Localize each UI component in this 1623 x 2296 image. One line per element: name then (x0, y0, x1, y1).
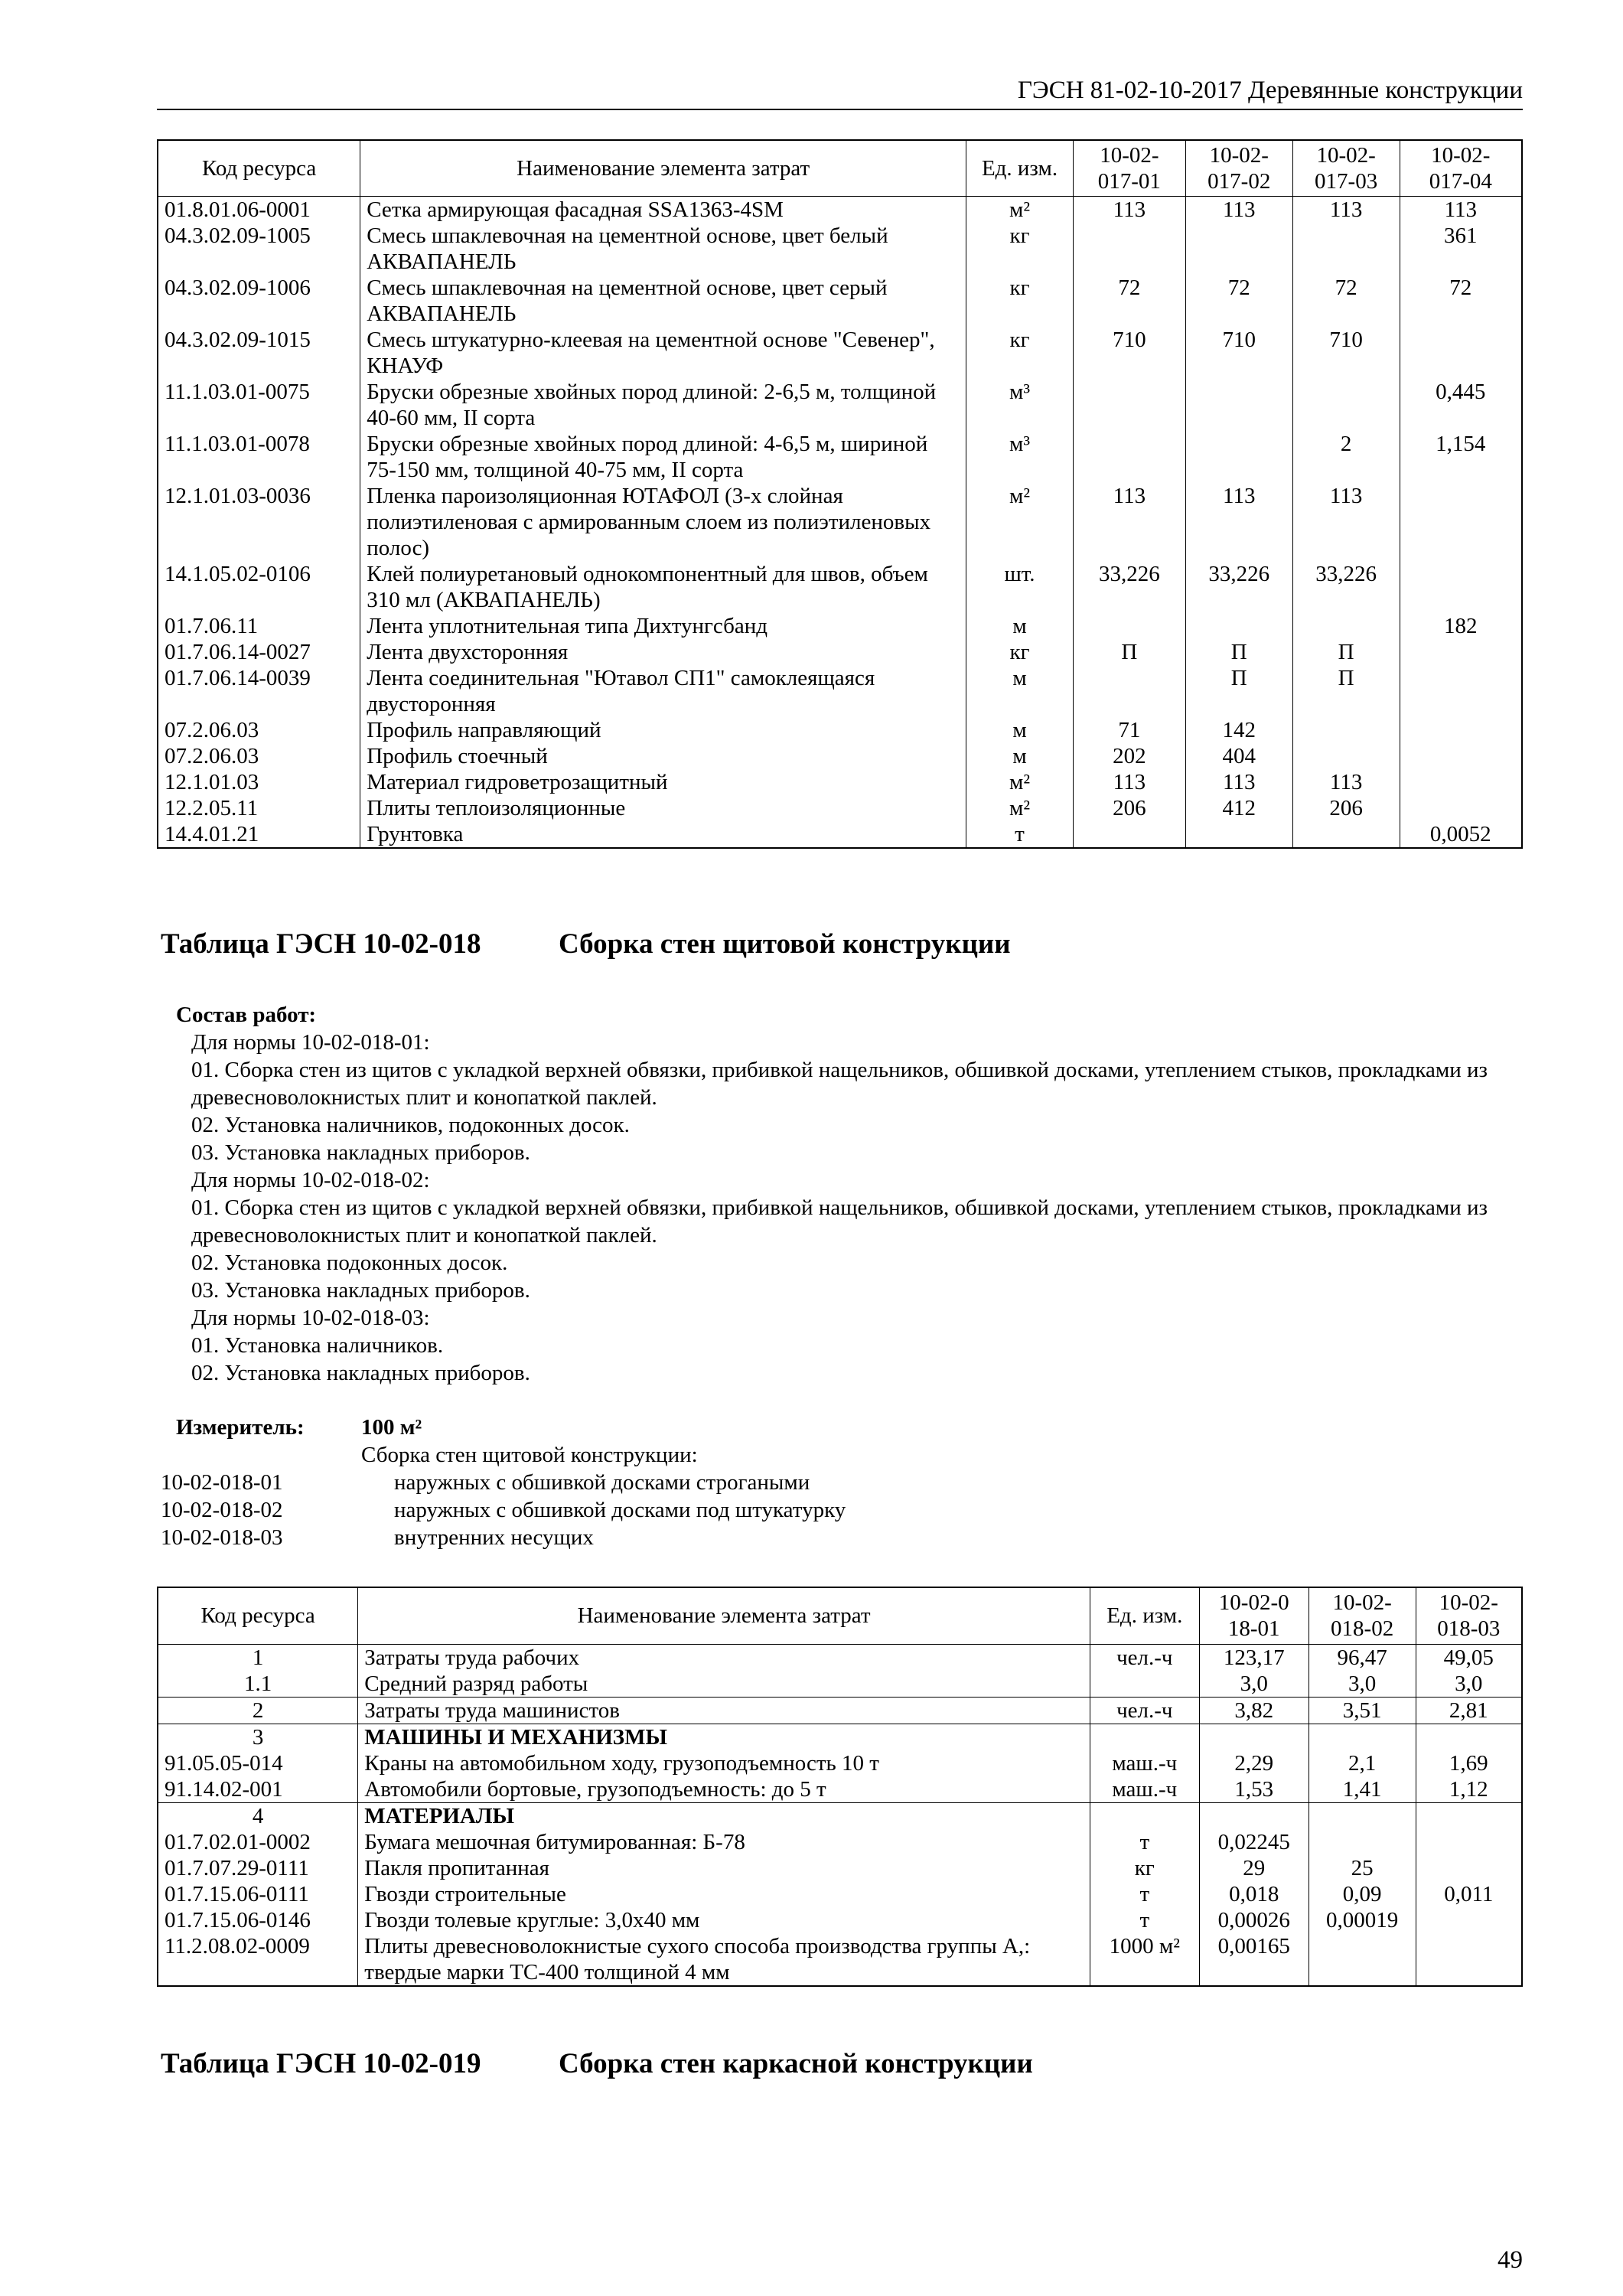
resource-name: Смесь шпаклевочная на цементной основе, цвет серый АКВАПАНЕЛЬ (360, 275, 966, 327)
norm-value-2: 2,1 (1309, 1750, 1416, 1776)
resource-code: 01.8.01.06-0001 (158, 197, 360, 223)
norm-value-1: 3,0 (1199, 1671, 1309, 1698)
norm-value-1 (1073, 223, 1185, 275)
composition-line: 01. Сборка стен из щитов с укладкой верхней обвязки, прибивкой нащельников, обшивкой досками, утеплением стыков, прокладками из древесноволокнистых плит и конопаткой паклей. (191, 1058, 1488, 1110)
table-row (158, 1671, 1522, 1698)
resource-name: Затраты труда рабочих (358, 1644, 1090, 1671)
norm-value-3 (1416, 1907, 1522, 1933)
table-row (158, 613, 1522, 639)
norm-value-2: 0,09 (1309, 1881, 1416, 1907)
composition-line: Для нормы 10-02-018-01: (191, 1030, 430, 1055)
resource-name: Гвозди строительные (358, 1881, 1090, 1907)
table-row (158, 1724, 1522, 1750)
table-row (158, 431, 1522, 483)
resource-code: 11.1.03.01-0075 (158, 379, 360, 431)
norm-value-4 (1400, 769, 1522, 795)
norm-value-4 (1400, 743, 1522, 769)
table-row (158, 1881, 1522, 1907)
norm-value-1 (1199, 1802, 1309, 1829)
resource-name: Лента соединительная "Ютавол СП1" самоклеящаяся двусторонняя (360, 665, 966, 717)
resource-unit: т (1090, 1881, 1199, 1907)
resource-unit: м² (966, 483, 1074, 561)
norm-value-2: 404 (1185, 743, 1292, 769)
resource-code: 07.2.06.03 (158, 743, 360, 769)
resource-unit: м² (966, 769, 1074, 795)
resource-unit (1090, 1671, 1199, 1698)
norm-value-1: 2,29 (1199, 1750, 1309, 1776)
resource-code: 4 (158, 1802, 358, 1829)
table-row (158, 1644, 1522, 1671)
composition-line: Для нормы 10-02-018-03: (191, 1306, 430, 1330)
resource-code: 01.7.07.29-0111 (158, 1855, 358, 1881)
resource-code: 01.7.15.06-0111 (158, 1881, 358, 1907)
resource-name: Лента двухсторонняя (360, 639, 966, 665)
resource-unit: кг (966, 327, 1074, 379)
norm-value-3: 72 (1292, 275, 1400, 327)
composition-line: 02. Установка наличников, подоконных досок. (191, 1113, 630, 1137)
composition-line: Для нормы 10-02-018-02: (191, 1168, 430, 1192)
section-title-019 (161, 2047, 1523, 2081)
table-row (158, 665, 1522, 717)
resource-code: 11.2.08.02-0009 (158, 1933, 358, 1986)
resource-unit: маш.-ч (1090, 1776, 1199, 1803)
norm-value-2 (1309, 1933, 1416, 1986)
work-composition (176, 1001, 1523, 1387)
norm-value-4: 0,445 (1400, 379, 1522, 431)
norm-value-2 (1185, 821, 1292, 848)
resource-unit: м (966, 743, 1074, 769)
table-row (158, 1697, 1522, 1724)
resource-code: 12.2.05.11 (158, 795, 360, 821)
table-row (158, 717, 1522, 743)
resource-code: 01.7.06.14-0027 (158, 639, 360, 665)
norm-value-1: 113 (1073, 483, 1185, 561)
resource-unit: т (1090, 1907, 1199, 1933)
resource-unit (1090, 1802, 1199, 1829)
resource-code: 07.2.06.03 (158, 717, 360, 743)
norm-value-2: 113 (1185, 197, 1292, 223)
resource-name: Средний разряд работы (358, 1671, 1090, 1698)
norm-value-4 (1400, 717, 1522, 743)
norm-value-1 (1073, 613, 1185, 639)
norm-value-2 (1309, 1802, 1416, 1829)
col-header-name: Наименование элемента затрат (360, 140, 966, 197)
norm-value-3: 3,0 (1416, 1671, 1522, 1698)
norm-value-2: 710 (1185, 327, 1292, 379)
norm-code: 10-02-018-03 (161, 1525, 283, 1550)
norm-row (161, 1469, 1309, 1496)
norm-value-2: 113 (1185, 769, 1292, 795)
norm-value-1: 29 (1199, 1855, 1309, 1881)
norm-value-1: 0,02245 (1199, 1829, 1309, 1855)
norm-value-2: П (1185, 665, 1292, 717)
resource-unit: т (966, 821, 1074, 848)
norm-value-4: 182 (1400, 613, 1522, 639)
norm-value-3: 33,226 (1292, 561, 1400, 613)
norm-value-2 (1185, 431, 1292, 483)
measure-value: 100 м² (361, 1415, 422, 1440)
norm-value-3 (1416, 1724, 1522, 1750)
norm-value-1: 3,82 (1199, 1697, 1309, 1724)
resource-code: 1.1 (158, 1671, 358, 1698)
col-header-code: Код ресурса (158, 140, 360, 197)
norm-value-3: 2 (1292, 431, 1400, 483)
resource-name: Бруски обрезные хвойных пород длиной: 2-6,5 м, толщиной 40-60 мм, II сорта (360, 379, 966, 431)
resource-code: 91.05.05-014 (158, 1750, 358, 1776)
col-header-norm-3: 10-02-018-03 (1416, 1587, 1522, 1644)
composition-line: 01. Установка наличников. (191, 1333, 444, 1358)
norm-value-3 (1292, 613, 1400, 639)
norm-value-3 (1292, 379, 1400, 431)
norm-value-3 (1292, 717, 1400, 743)
norm-value-4 (1400, 327, 1522, 379)
resource-unit: чел.-ч (1090, 1697, 1199, 1724)
norm-value-1: 72 (1073, 275, 1185, 327)
norm-value-2: 412 (1185, 795, 1292, 821)
resource-unit: 1000 м² (1090, 1933, 1199, 1986)
norm-value-3: 2,81 (1416, 1697, 1522, 1724)
norm-value-1: 113 (1073, 769, 1185, 795)
resource-name: Профиль стоечный (360, 743, 966, 769)
composition-line: 01. Сборка стен из щитов с укладкой верхней обвязки, прибивкой нащельников, обшивкой досками, утеплением стыков, прокладками из древесноволокнистых плит и конопаткой паклей. (191, 1195, 1488, 1247)
norm-value-1: 33,226 (1073, 561, 1185, 613)
measure-caption: Сборка стен щитовой конструкции: (361, 1443, 698, 1467)
norm-value-3 (1416, 1933, 1522, 1986)
composition-line: 02. Установка подоконных досок. (191, 1251, 508, 1275)
norm-value-3 (1416, 1855, 1522, 1881)
resource-code: 1 (158, 1644, 358, 1671)
resource-code: 14.1.05.02-0106 (158, 561, 360, 613)
norm-value-1 (1199, 1724, 1309, 1750)
resource-name: Автомобили бортовые, грузоподъемность: до 5 т (358, 1776, 1090, 1803)
norm-value-1: 0,00165 (1199, 1933, 1309, 1986)
table-row (158, 327, 1522, 379)
resource-name: Бумага мешочная битумированная: Б-78 (358, 1829, 1090, 1855)
resource-name: Затраты труда машинистов (358, 1697, 1090, 1724)
norm-value-3 (1292, 223, 1400, 275)
resource-name: Клей полиуретановый однокомпонентный для швов, объем 310 мл (АКВАПАНЕЛЬ) (360, 561, 966, 613)
norm-value-1: 202 (1073, 743, 1185, 769)
resource-name: МАШИНЫ И МЕХАНИЗМЫ (358, 1724, 1090, 1750)
norm-value-3 (1416, 1802, 1522, 1829)
norm-row (161, 1524, 1309, 1551)
resource-code: 14.4.01.21 (158, 821, 360, 848)
norm-value-2: 25 (1309, 1855, 1416, 1881)
col-header-norm-2: 10-02-018-02 (1309, 1587, 1416, 1644)
resource-code: 12.1.01.03 (158, 769, 360, 795)
resource-name: Краны на автомобильном ходу, грузоподъемность 10 т (358, 1750, 1090, 1776)
norm-value-2: 96,47 (1309, 1644, 1416, 1671)
norm-value-2 (1309, 1724, 1416, 1750)
resource-name: Гвозди толевые круглые: 3,0х40 мм (358, 1907, 1090, 1933)
section-label: Таблица ГЭСН 10-02-018 (161, 928, 481, 960)
table-row (158, 483, 1522, 561)
norm-value-3: 206 (1292, 795, 1400, 821)
norm-value-3: 113 (1292, 769, 1400, 795)
resource-name: МАТЕРИАЛЫ (358, 1802, 1090, 1829)
resource-unit: чел.-ч (1090, 1644, 1199, 1671)
resource-code: 01.7.02.01-0002 (158, 1829, 358, 1855)
norm-value-3 (1292, 821, 1400, 848)
col-header-norm-2: 10-02-017-02 (1185, 140, 1292, 197)
norm-value-1 (1073, 379, 1185, 431)
norm-value-2: 72 (1185, 275, 1292, 327)
norm-value-2 (1185, 613, 1292, 639)
norm-value-2: 0,00019 (1309, 1907, 1416, 1933)
norm-value-1: 1,53 (1199, 1776, 1309, 1803)
norm-value-4: 1,154 (1400, 431, 1522, 483)
resource-name: Смесь штукатурно-клеевая на цементной основе "Севенер", КНАУФ (360, 327, 966, 379)
norm-row (161, 1496, 1309, 1524)
resource-name: Лента уплотнительная типа Дихтунгсбанд (360, 613, 966, 639)
norm-value-3: 1,69 (1416, 1750, 1522, 1776)
page-number: 49 (1498, 2246, 1523, 2274)
resource-name: Грунтовка (360, 821, 966, 848)
resource-unit: м³ (966, 379, 1074, 431)
norm-value-1: 123,17 (1199, 1644, 1309, 1671)
resource-name: Плиты теплоизоляционные (360, 795, 966, 821)
resource-unit: кг (966, 639, 1074, 665)
norm-value-3: 49,05 (1416, 1644, 1522, 1671)
norm-value-4: 361 (1400, 223, 1522, 275)
table-row (158, 1855, 1522, 1881)
norm-description: наружных с обшивкой досками строгаными (394, 1470, 810, 1495)
section-label: Таблица ГЭСН 10-02-019 (161, 2048, 481, 2079)
resource-unit: т (1090, 1829, 1199, 1855)
resource-unit (1090, 1724, 1199, 1750)
table-row (158, 1907, 1522, 1933)
table-row (158, 197, 1522, 223)
norm-code: 10-02-018-02 (161, 1498, 283, 1522)
norm-value-2 (1185, 379, 1292, 431)
norm-value-1 (1073, 821, 1185, 848)
norm-value-2: 3,0 (1309, 1671, 1416, 1698)
resource-name: Сетка армирующая фасадная SSA1363-4SM (360, 197, 966, 223)
norm-value-1: 71 (1073, 717, 1185, 743)
table-row (158, 1802, 1522, 1829)
norm-value-4 (1400, 795, 1522, 821)
resource-code: 11.1.03.01-0078 (158, 431, 360, 483)
norm-value-3: П (1292, 639, 1400, 665)
resource-name: Пакля пропитанная (358, 1855, 1090, 1881)
norm-value-1: П (1073, 639, 1185, 665)
table-row (158, 821, 1522, 848)
norm-value-2: 113 (1185, 483, 1292, 561)
composition-line: 02. Установка накладных приборов. (191, 1361, 530, 1385)
composition-line: 03. Установка накладных приборов. (191, 1140, 530, 1165)
resource-unit: кг (1090, 1855, 1199, 1881)
resource-code: 04.3.02.09-1006 (158, 275, 360, 327)
composition-line: 03. Установка накладных приборов. (191, 1278, 530, 1303)
norm-value-1: 113 (1073, 197, 1185, 223)
col-header-norm-3: 10-02-017-03 (1292, 140, 1400, 197)
col-header-code: Код ресурса (158, 1587, 358, 1644)
measure-label: Измеритель: (176, 1415, 305, 1440)
norm-value-3: П (1292, 665, 1400, 717)
composition-heading: Состав работ: (176, 1003, 317, 1027)
norm-value-1: 206 (1073, 795, 1185, 821)
norm-value-4: 113 (1400, 197, 1522, 223)
norm-value-2: 1,41 (1309, 1776, 1416, 1803)
norm-value-4 (1400, 483, 1522, 561)
table-row (158, 1750, 1522, 1776)
norm-description: внутренних несущих (394, 1525, 594, 1550)
resource-name: Плиты древесноволокнистые сухого способа производства группы А,: твердые марки ТС-400 толщиной 4 мм (358, 1933, 1090, 1986)
resource-name: Пленка пароизоляционная ЮТАФОЛ (3-х слойная полиэтиленовая с армированным слоем из полиэтиленовых полос) (360, 483, 966, 561)
resource-unit: кг (966, 275, 1074, 327)
norm-value-2: 33,226 (1185, 561, 1292, 613)
norm-value-3 (1292, 743, 1400, 769)
norm-code: 10-02-018-01 (161, 1470, 283, 1495)
norm-value-2 (1185, 223, 1292, 275)
norm-value-2: 142 (1185, 717, 1292, 743)
resource-table-017 (157, 139, 1523, 849)
norm-value-4: 72 (1400, 275, 1522, 327)
table-row (158, 795, 1522, 821)
norm-value-1: 710 (1073, 327, 1185, 379)
resource-name: Материал гидроветрозащитный (360, 769, 966, 795)
norm-value-2 (1309, 1829, 1416, 1855)
resource-name: Смесь шпаклевочная на цементной основе, цвет белый АКВАПАНЕЛЬ (360, 223, 966, 275)
resource-code: 3 (158, 1724, 358, 1750)
table-row (158, 223, 1522, 275)
col-header-unit: Ед. изм. (1090, 1587, 1199, 1644)
resource-unit: шт. (966, 561, 1074, 613)
norm-value-4 (1400, 665, 1522, 717)
resource-code: 01.7.15.06-0146 (158, 1907, 358, 1933)
resource-unit: м² (966, 197, 1074, 223)
norm-value-2: 3,51 (1309, 1697, 1416, 1724)
table-row (158, 769, 1522, 795)
col-header-norm-4: 10-02-017-04 (1400, 140, 1522, 197)
section-name: Сборка стен щитовой конструкции (559, 928, 1011, 960)
section-name: Сборка стен каркасной конструкции (559, 2048, 1033, 2079)
section-title-018 (161, 928, 1523, 961)
table-row (158, 275, 1522, 327)
norm-value-3: 0,011 (1416, 1881, 1522, 1907)
resource-name: Профиль направляющий (360, 717, 966, 743)
norm-value-1: 0,00026 (1199, 1907, 1309, 1933)
resource-unit: м² (966, 795, 1074, 821)
resource-unit: м³ (966, 431, 1074, 483)
norm-value-2: П (1185, 639, 1292, 665)
resource-table-018 (157, 1587, 1523, 1987)
table-row (158, 1776, 1522, 1803)
resource-code: 04.3.02.09-1005 (158, 223, 360, 275)
norm-value-1 (1073, 431, 1185, 483)
resource-unit: кг (966, 223, 1074, 275)
table-row (158, 639, 1522, 665)
resource-name: Бруски обрезные хвойных пород длиной: 4-6,5 м, шириной 75-150 мм, толщиной 40-75 мм, II сорта (360, 431, 966, 483)
running-header: ГЭСН 81-02-10-2017 Деревянные конструкции (157, 75, 1523, 110)
resource-code: 01.7.06.14-0039 (158, 665, 360, 717)
norm-value-3 (1416, 1829, 1522, 1855)
resource-code: 04.3.02.09-1015 (158, 327, 360, 379)
resource-unit: м (966, 613, 1074, 639)
resource-unit: м (966, 717, 1074, 743)
table-row (158, 1933, 1522, 1986)
norm-value-3: 1,12 (1416, 1776, 1522, 1803)
resource-code: 2 (158, 1697, 358, 1724)
col-header-norm-1: 10-02-017-01 (1073, 140, 1185, 197)
resource-code: 91.14.02-001 (158, 1776, 358, 1803)
col-header-unit: Ед. изм. (966, 140, 1074, 197)
table-row (158, 379, 1522, 431)
norm-value-4: 0,0052 (1400, 821, 1522, 848)
norm-value-3: 710 (1292, 327, 1400, 379)
table-row (158, 561, 1522, 613)
resource-unit: маш.-ч (1090, 1750, 1199, 1776)
norm-value-1: 0,018 (1199, 1881, 1309, 1907)
col-header-name: Наименование элемента затрат (358, 1587, 1090, 1644)
norm-value-3: 113 (1292, 197, 1400, 223)
resource-code: 12.1.01.03-0036 (158, 483, 360, 561)
measure-block (161, 1414, 1309, 1551)
table-row (158, 743, 1522, 769)
resource-unit: м (966, 665, 1074, 717)
norm-value-1 (1073, 665, 1185, 717)
norm-value-4 (1400, 561, 1522, 613)
norm-value-3: 113 (1292, 483, 1400, 561)
norm-value-4 (1400, 639, 1522, 665)
table-row (158, 1829, 1522, 1855)
norm-description: наружных с обшивкой досками под штукатурку (394, 1498, 846, 1522)
col-header-norm-1: 10-02-018-01 (1199, 1587, 1309, 1644)
resource-code: 01.7.06.11 (158, 613, 360, 639)
